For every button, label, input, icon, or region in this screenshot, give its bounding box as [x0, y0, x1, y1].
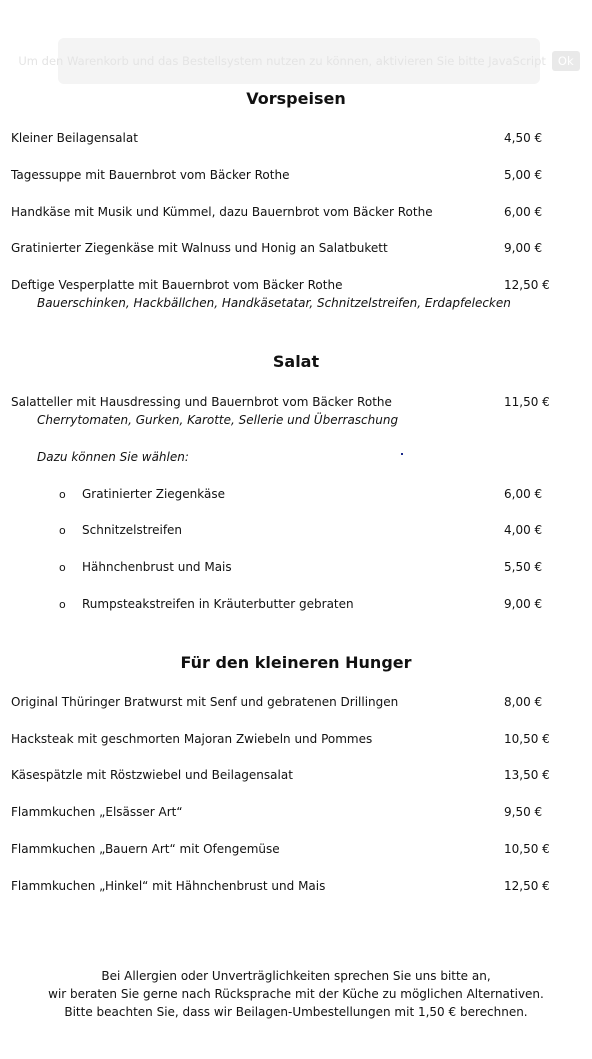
bullet-icon: o [59, 524, 66, 537]
bullet-icon: o [59, 488, 66, 501]
menu-item-name: Original Thüringer Bratwurst mit Senf und gebratenen Drillingen [11, 695, 399, 709]
salad-options-label: Dazu können Sie wählen: [37, 450, 189, 464]
section-title-hunger: Für den kleineren Hunger [180, 653, 412, 672]
menu-item-name: Flammkuchen „Elsässer Art“ [11, 805, 183, 819]
allergy-notice-line: wir beraten Sie gerne nach Rücksprache mit der Küche zu möglichen Alternativen. [48, 987, 544, 1001]
menu-item-price: 12,50 € [504, 278, 550, 292]
menu-item-price: 8,00 € [504, 695, 543, 709]
allergy-notice-line: Bitte beachten Sie, dass wir Beilagen-Umbestellungen mit 1,50 € berechnen. [64, 1005, 528, 1019]
allergy-notice-line: Bei Allergien oder Unverträglichkeiten sprechen Sie uns bitte an, [101, 969, 491, 983]
section-title-vorspeisen: Vorspeisen [246, 89, 346, 108]
menu-item-name: Gratinierter Ziegenkäse mit Walnuss und Honig an Salatbukett [11, 241, 388, 255]
menu-item-price: 10,50 € [504, 732, 550, 746]
salad-option-name: Gratinierter Ziegenkäse [82, 487, 225, 501]
menu-item-price: 9,50 € [504, 805, 543, 819]
banner-ok-button[interactable]: Ok [552, 51, 580, 71]
menu-item-name: Käsespätzle mit Röstzwiebel und Beilagensalat [11, 768, 293, 782]
salad-option-price: 4,00 € [504, 523, 543, 537]
menu-item-detail: Bauerschinken, Hackbällchen, Handkäsetatar, Schnitzelstreifen, Erdapfelecken [37, 296, 511, 310]
menu-item-price: 11,50 € [504, 395, 550, 409]
menu-item-name: Deftige Vesperplatte mit Bauernbrot vom Bäcker Rothe [11, 278, 343, 292]
salad-option-price: 9,00 € [504, 597, 543, 611]
menu-item-name: Handkäse mit Musik und Kümmel, dazu Bauernbrot vom Bäcker Rothe [11, 205, 433, 219]
salad-option-name: Hähnchenbrust und Mais [82, 560, 232, 574]
stray-dot [401, 453, 403, 455]
allergy-notice [0, 967, 592, 1021]
menu-item-price: 10,50 € [504, 842, 550, 856]
salad-option-price: 6,00 € [504, 487, 543, 501]
menu-item-name: Tagessuppe mit Bauernbrot vom Bäcker Rothe [11, 168, 290, 182]
menu-item-price: 5,00 € [504, 168, 543, 182]
menu-item-name: Salatteller mit Hausdressing und Bauernbrot vom Bäcker Rothe [11, 395, 392, 409]
menu-item-price: 6,00 € [504, 205, 543, 219]
menu-item-name: Flammkuchen „Bauern Art“ mit Ofengemüse [11, 842, 280, 856]
salad-option-name: Schnitzelstreifen [82, 523, 183, 537]
menu-item-price: 13,50 € [504, 768, 550, 782]
section-title-salat: Salat [272, 352, 320, 371]
bullet-icon: o [59, 598, 66, 611]
salad-option-price: 5,50 € [504, 560, 543, 574]
javascript-notice-banner [18, 38, 574, 84]
banner-text: Um den Warenkorb und das Bestellsystem nutzen zu können, aktivieren Sie bitte JavaScript [18, 54, 546, 68]
salad-option-name: Rumpsteakstreifen in Kräuterbutter gebraten [82, 597, 354, 611]
menu-item-price: 4,50 € [504, 131, 543, 145]
menu-item-name: Kleiner Beilagensalat [11, 131, 138, 145]
bullet-icon: o [59, 561, 66, 574]
menu-item-detail: Cherrytomaten, Gurken, Karotte, Sellerie und Überraschung [37, 413, 399, 427]
menu-item-name: Hacksteak mit geschmorten Majoran Zwiebeln und Pommes [11, 732, 373, 746]
menu-item-name: Flammkuchen „Hinkel“ mit Hähnchenbrust und Mais [11, 879, 326, 893]
menu-item-price: 12,50 € [504, 879, 550, 893]
menu-item-price: 9,00 € [504, 241, 543, 255]
